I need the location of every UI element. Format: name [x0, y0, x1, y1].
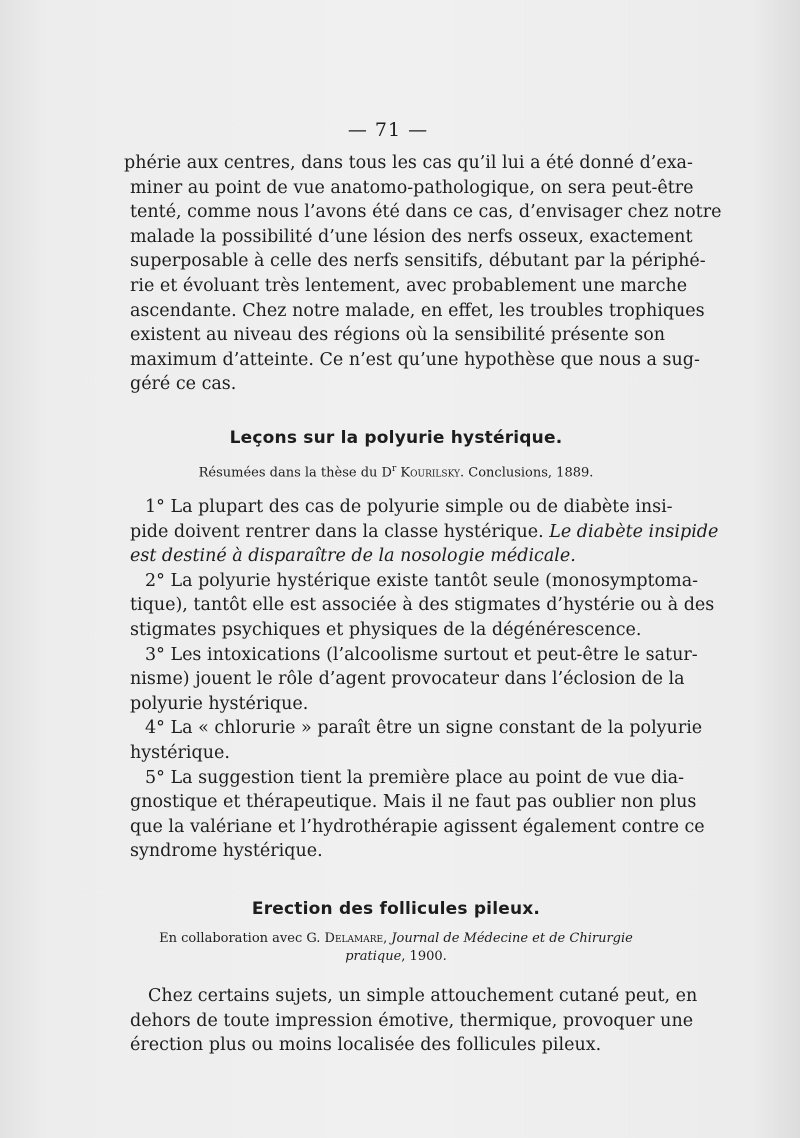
section-title-follicules: Erection des follicules pileux.	[251, 899, 541, 919]
page-number: — 71 —	[347, 119, 429, 141]
list-item	[130, 569, 715, 643]
text-line: stigmates psychiques et physiques de la dégénérescence.	[130, 619, 642, 640]
list-item	[130, 716, 703, 765]
italic-segment: est destiné à disparaître de la nosologie médicale.	[130, 546, 576, 567]
section-subtitle-follicules: En collaboration avec G. Delamare, Journal de Médecine et de Chirurgie pratique, 1900.	[159, 931, 633, 964]
list-item	[130, 766, 705, 864]
text-line	[130, 544, 662, 569]
publication-year: , 1900.	[401, 949, 447, 964]
text-line: Chez certains sujets, un simple attouchement cutané peut, en	[148, 986, 698, 1006]
text-line: polyurie hystérique.	[130, 693, 309, 714]
follicules-paragraph	[130, 984, 698, 1058]
subtitle-text: En collaboration avec G.	[159, 931, 321, 946]
text-line: dehors de toute impression émotive, thermique, provoquer une	[130, 1010, 694, 1031]
text-line: syndrome hystérique.	[130, 841, 323, 862]
text-line: 3° Les intoxications (l’alcoolisme surtout et peut-être le satur-	[145, 644, 698, 665]
text-line: 1° La plupart des cas de polyurie simple ou de diabète insi-	[145, 497, 673, 517]
text-line: 5° La suggestion tient la première place au point de vue dia-	[145, 767, 685, 788]
list-item	[130, 495, 719, 569]
text-line: 4° La « chlorurie » paraît être un signe constant de la polyurie	[145, 718, 703, 739]
intro-paragraph	[124, 151, 722, 397]
text-line: 2° La polyurie hystérique existe tantôt seule (monosymptoma-	[145, 570, 699, 591]
text-line: ascendante. Chez notre malade, en effet, les troubles trophiques	[130, 300, 705, 321]
coauthor-name: Delamare	[324, 931, 384, 946]
text-line: phérie aux centres, dans tous les cas qu’il lui a été donné d’exa-	[124, 153, 693, 173]
text-line: géré ce cas.	[130, 374, 237, 395]
subtitle-text: Résumées dans la thèse du D	[198, 465, 392, 481]
text-line: maximum d’atteinte. Ce n’est qu’une hypothèse que nous a sug-	[130, 349, 700, 370]
section-title-polyurie: Leçons sur la polyurie hystérique.	[229, 428, 563, 448]
journal-title-cont: pratique	[345, 949, 402, 964]
text-line: tique), tantôt elle est associée à des stigmates d’hystérie ou à des	[130, 595, 715, 616]
text-line: gnostique et thérapeutique. Mais il ne faut pas oublier non plus	[130, 792, 697, 813]
text-line: tenté, comme nous l’avons été dans ce cas, d’envisager chez notre	[130, 202, 722, 223]
journal-title: Journal de Médecine et de Chirurgie	[391, 931, 633, 946]
author-name: Kourilsky	[400, 465, 460, 481]
conclusions-list	[130, 495, 719, 864]
text-line: superposable à celle des nerfs sensitifs, débutant par la périphé-	[130, 251, 706, 272]
subtitle-text-end: . Conclusions, 1889.	[460, 465, 594, 481]
italic-segment: Le diabète insipide	[549, 521, 719, 542]
text-line: miner au point de vue anatomo-pathologique, on sera peut-être	[130, 177, 694, 198]
subtitle-sup: r	[391, 464, 397, 474]
text-line: érection plus ou moins localisée des follicules pileux.	[130, 1035, 602, 1056]
text-line: que la valériane et l’hydrothérapie agissent également contre ce	[130, 816, 705, 837]
text-line: malade la possibilité d’une lésion des nerfs osseux, exactement	[130, 226, 693, 247]
list-item	[130, 643, 698, 717]
text-line	[130, 520, 719, 545]
text-segment: pide doivent rentrer dans la classe hystérique.	[130, 521, 544, 542]
text-line: hystérique.	[130, 742, 230, 763]
text-line: nisme) jouent le rôle d’agent provocateur dans l’éclosion de la	[130, 669, 685, 690]
text-line: rie et évoluant très lentement, avec probablement une marche	[130, 275, 688, 296]
section-subtitle-polyurie	[130, 460, 662, 482]
text-line: existent au niveau des régions où la sensibilité présente son	[130, 325, 666, 346]
